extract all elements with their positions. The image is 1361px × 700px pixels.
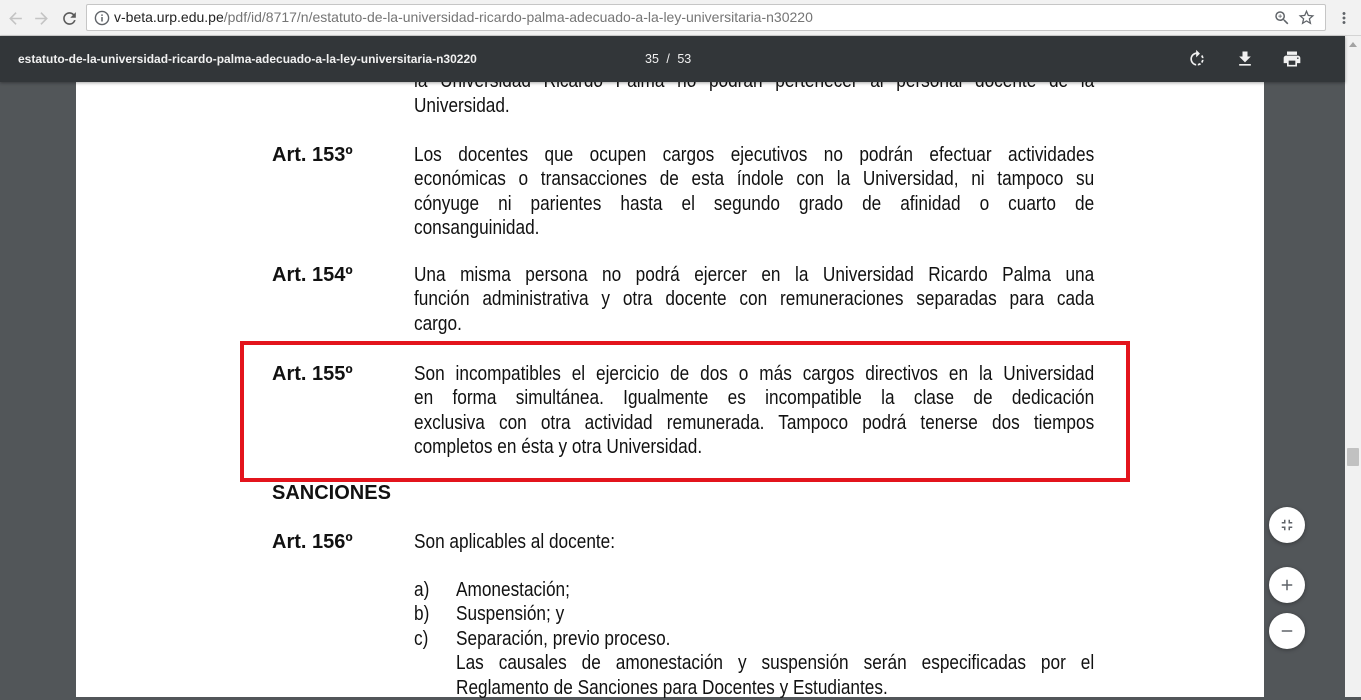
download-icon [1235,49,1255,69]
article-line: Son incompatibles el ejercicio de dos o más cargos directivos en la Universidad [414,362,1095,385]
article-label: Art. 155º [272,362,353,385]
note-line: Reglamento de Sanciones para Docentes y Estudiantes. [456,676,888,699]
sanctions-list [414,578,1094,700]
list-item [414,602,1094,627]
article-line: económicas o transacciones de esta índole con la Universidad, ni tampoco su [414,168,1095,191]
url-text[interactable] [114,5,813,30]
list-item [414,627,1094,652]
article-line: consanguinidad. [414,217,540,240]
article-line: completos en ésta y otra Universidad. [414,436,703,459]
star-icon[interactable] [1297,8,1316,27]
list-item [414,578,1094,603]
download-button[interactable] [1233,47,1257,71]
article-body [414,143,1094,241]
back-button[interactable] [4,7,26,29]
list-marker: c) [414,627,429,650]
article-body [414,530,1094,555]
page-number-field[interactable]: 35 [645,52,659,66]
forward-button[interactable] [30,7,52,29]
article-line: en forma simultánea. Igualmente es incompatible la clase de dedicación [414,387,1095,410]
article-line: función administrativa y otra docente con remuneraciones separadas para cada [414,288,1095,311]
reload-button[interactable] [58,7,80,29]
article-line: Los docentes que ocupen cargos ejecutivos no podrán efectuar actividades [414,143,1095,166]
reload-icon [60,9,79,28]
page-total: 53 [677,52,692,66]
article-line: exclusiva con otra actividad remunerada. Tampoco podrá tenerse dos tiempos [414,411,1095,434]
page-separator: / [666,52,670,66]
more-vert-icon [1335,9,1353,27]
url-path: /pdf/id/8717/n/estatuto-de-la-universidad-ricardo-palma-adecuado-a-la-ley-universitaria-n30220 [223,9,813,25]
address-bar[interactable] [86,4,1326,31]
list-item-text: Suspensión; y [456,603,565,626]
zoom-in-button[interactable] [1269,567,1305,603]
rotate-icon [1187,49,1207,69]
print-button[interactable] [1280,47,1304,71]
url-host: v-beta.urp.edu.pe [114,9,224,25]
arrow-left-icon [6,9,25,28]
note-line-row [414,651,1094,676]
zoom-in-icon[interactable] [1273,9,1291,27]
info-icon[interactable] [94,10,110,26]
section-heading: SANCIONES [272,481,391,504]
zoom-out-minus-icon [1278,622,1296,640]
list-marker: a) [414,578,430,601]
article-label: Art. 154º [272,263,353,286]
article-label: Art. 156º [272,530,353,553]
vertical-scrollbar[interactable] [1345,36,1361,697]
page-indicator [645,36,695,82]
note-line: Las causales de amonestación y suspensión serán especificadas por el [456,652,1095,675]
zoom-out-button[interactable] [1269,613,1305,649]
pdf-title: estatuto-de-la-universidad-ricardo-palma-adecuado-a-la-ley-universitaria-n30220 [18,52,477,66]
list-item-text: Separación, previo proceso. [456,627,671,650]
note-line-row [414,676,1094,700]
article-line: Una misma persona no podrá ejercer en la Universidad Ricardo Palma una [414,263,1095,286]
pdf-toolbar [0,36,1345,82]
article-label: Art. 153º [272,143,353,166]
scroll-up-arrow-icon[interactable] [1349,42,1357,47]
list-marker: b) [414,603,430,626]
browser-menu-button[interactable] [1333,7,1355,29]
rotate-button[interactable] [1185,47,1209,71]
article-body [414,263,1094,337]
pdf-page [76,82,1264,697]
list-item-text: Amonestación; [456,578,570,601]
arrow-right-icon [32,9,51,28]
article-body [414,362,1094,460]
zoom-in-plus-icon [1278,576,1296,594]
fit-to-page-button[interactable] [1269,507,1305,543]
article-line: cónyuge ni parientes hasta el segundo grado de afinidad o cuarto de [414,192,1095,215]
browser-toolbar [0,0,1361,36]
scroll-thumb[interactable] [1347,448,1359,466]
article-line: cargo. [414,312,462,335]
print-icon [1282,49,1302,69]
intro-line: Universidad. [414,94,510,117]
article-line: Son aplicables al docente: [414,530,616,553]
fit-to-page-icon [1278,516,1296,534]
